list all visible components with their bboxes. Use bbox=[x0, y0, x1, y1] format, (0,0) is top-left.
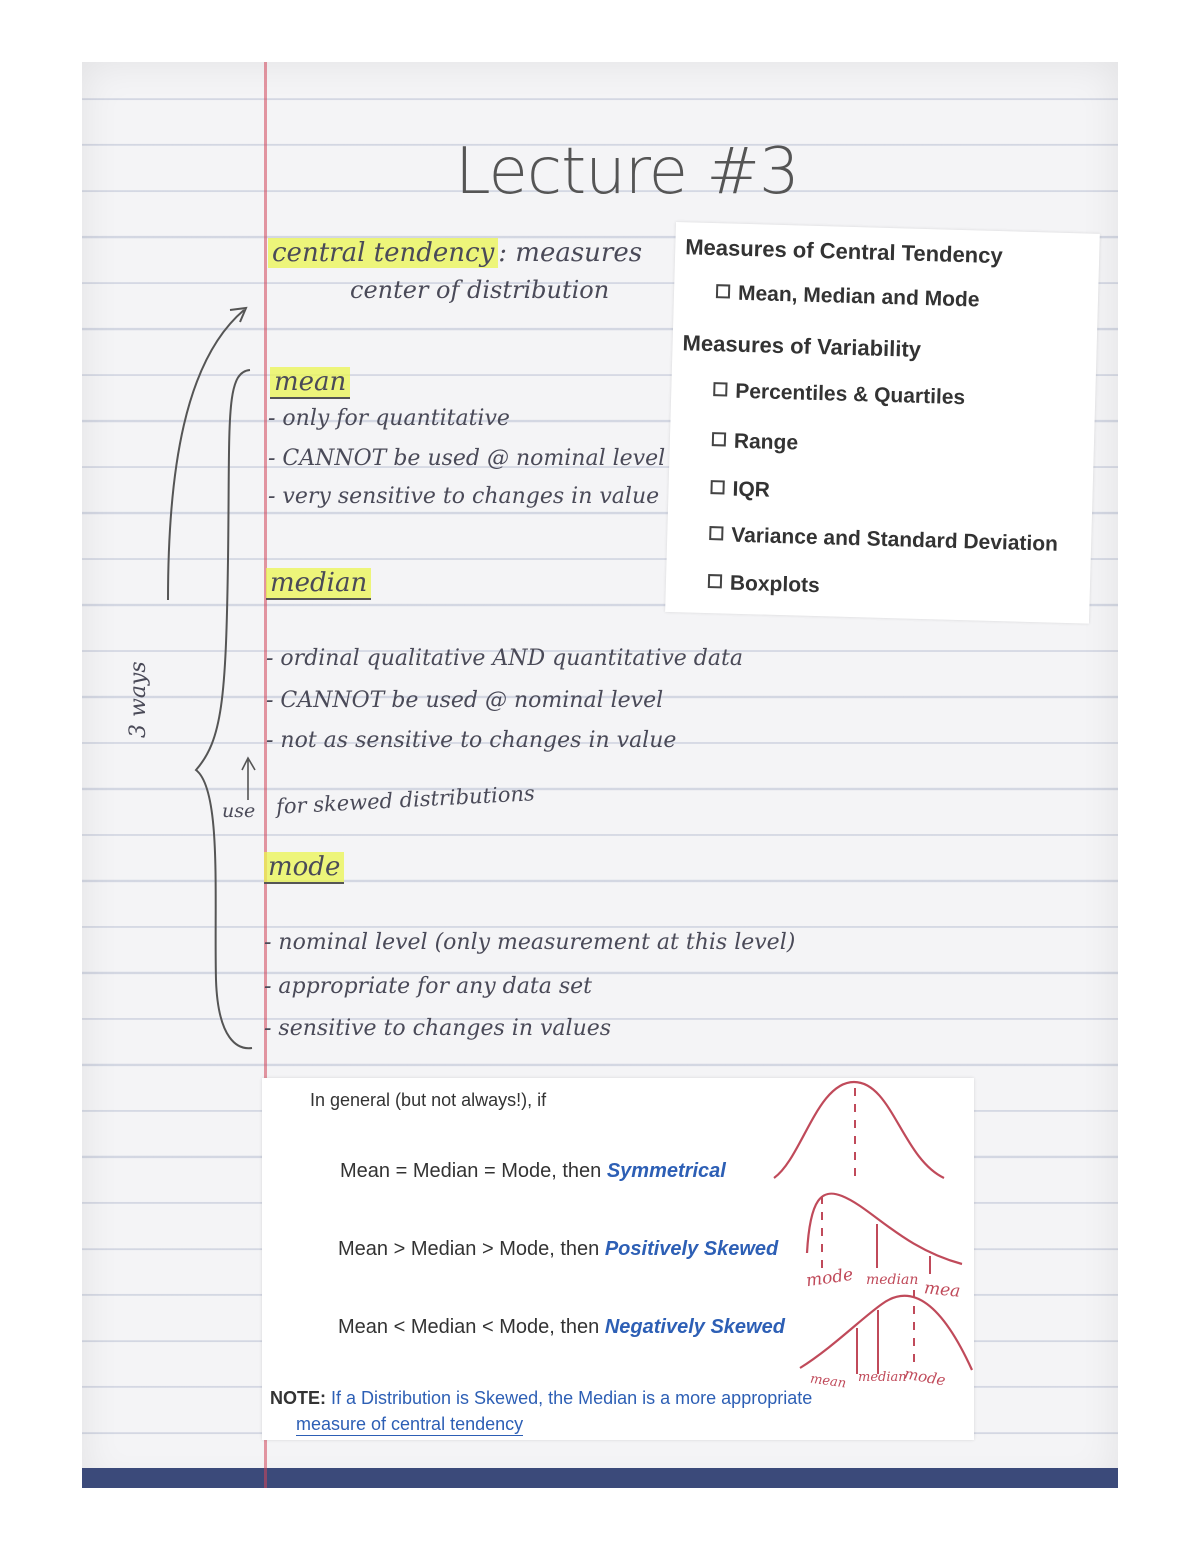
positive-mean-label: mea bbox=[923, 1278, 962, 1302]
median-note: - CANNOT be used @ nominal level bbox=[266, 688, 664, 713]
checkbox-icon bbox=[709, 527, 723, 541]
negative-mean-label: mean bbox=[809, 1371, 848, 1392]
measures-list-item bbox=[709, 523, 1058, 557]
central-tendency-measures-heading: Measures of Central Tendency bbox=[684, 234, 1004, 269]
measures-list-label: Boxplots bbox=[729, 571, 821, 598]
skew-shape-label: Positively Skewed bbox=[604, 1238, 779, 1260]
distribution-sketches bbox=[262, 1078, 974, 1440]
mode-term: mode bbox=[264, 852, 344, 882]
mean-note: - only for quantitative bbox=[268, 406, 510, 431]
measures-list-label: Range bbox=[733, 429, 799, 455]
note-text: If a Distribution is Skewed, the Median is a more appropriate bbox=[326, 1388, 813, 1408]
checkbox-icon bbox=[710, 481, 724, 495]
measures-list-item bbox=[708, 571, 820, 598]
skew-rule-text: Mean > Median > Mode, then bbox=[338, 1238, 605, 1260]
measures-list-item bbox=[716, 281, 980, 312]
central-tendency-term: central tendency bbox=[268, 238, 498, 268]
measures-list-label: Percentiles & Quartiles bbox=[734, 379, 966, 410]
measures-list-label: IQR bbox=[732, 477, 771, 502]
central-tendency-definition: : measures bbox=[498, 238, 643, 268]
median-note: - ordinal qualitative AND quantitative data bbox=[266, 646, 743, 671]
checkbox-icon bbox=[713, 383, 727, 397]
median-note: - not as sensitive to changes in value bbox=[266, 728, 677, 753]
measures-list-label: Variance and Standard Deviation bbox=[730, 523, 1059, 556]
mean-note: - CANNOT be used @ nominal level bbox=[268, 446, 666, 471]
skew-shape-label: Negatively Skewed bbox=[604, 1316, 785, 1338]
negative-median-label: median bbox=[858, 1370, 907, 1385]
measures-list-item bbox=[713, 379, 966, 410]
central-tendency-definition-2: center of distribution bbox=[350, 276, 610, 304]
skew-shape-label: Symmetrical bbox=[606, 1160, 726, 1182]
use-label: use bbox=[222, 800, 256, 822]
measures-card bbox=[665, 222, 1100, 624]
skew-intro: In general (but not always!), if bbox=[310, 1090, 547, 1110]
skewness-card bbox=[262, 1078, 974, 1440]
positive-mode-label: mode bbox=[804, 1264, 855, 1292]
checkbox-icon bbox=[716, 285, 730, 299]
note-label: NOTE: bbox=[270, 1388, 326, 1408]
measures-list-label: Mean, Median and Mode bbox=[737, 281, 980, 312]
three-ways-label: 3 ways bbox=[126, 661, 151, 738]
positive-median-label: median bbox=[866, 1272, 919, 1288]
page-title: Lecture #3 bbox=[455, 135, 799, 209]
checkbox-icon bbox=[708, 574, 722, 588]
mean-term: mean bbox=[270, 367, 350, 397]
median-term: median bbox=[266, 568, 371, 598]
negative-mode-label: mode bbox=[902, 1364, 947, 1390]
skew-note-continuation: measure of central tendency bbox=[296, 1414, 524, 1434]
mode-note: - sensitive to changes in values bbox=[264, 1016, 612, 1041]
mode-note: - appropriate for any data set bbox=[264, 974, 592, 999]
variability-measures-heading: Measures of Variability bbox=[682, 330, 922, 362]
checkbox-icon bbox=[712, 433, 726, 447]
median-usage: for skewed distributions bbox=[275, 781, 536, 819]
mode-note: - nominal level (only measurement at this level) bbox=[264, 930, 796, 955]
mean-note: - very sensitive to changes in value bbox=[268, 484, 660, 509]
measures-list-item bbox=[710, 477, 770, 503]
skew-rule-text: Mean < Median < Mode, then bbox=[338, 1316, 605, 1338]
measures-list-item bbox=[712, 429, 799, 455]
skew-rule-text: Mean = Median = Mode, then bbox=[340, 1160, 607, 1182]
